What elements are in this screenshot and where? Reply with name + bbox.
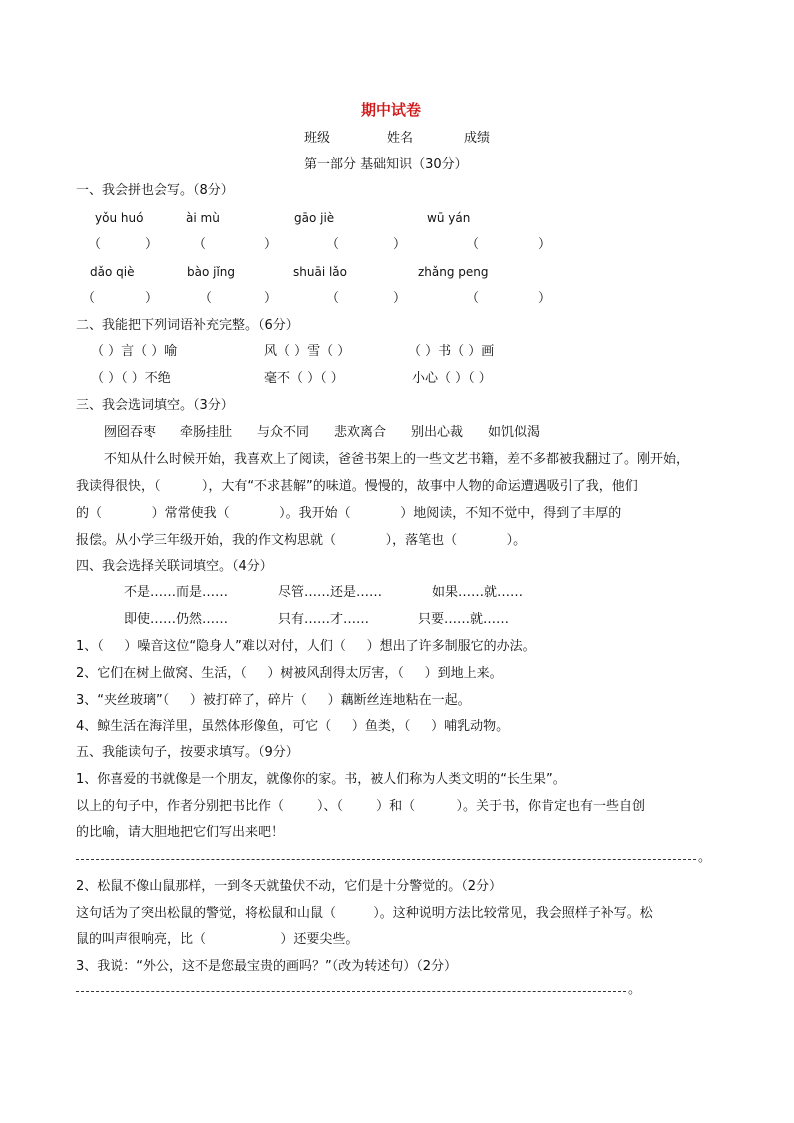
question-line: 3、我说：“外公，这不是您最宝贵的画吗？”（改为转述句）（2分） [76, 959, 458, 974]
pinyin-8: zhǎng peng [418, 265, 489, 279]
conjunction-option: 只有……才…… [278, 612, 370, 627]
word-option: 别出心裁 [411, 425, 464, 440]
pinyin-1: yǒu huó [95, 211, 144, 225]
question-item: 3、“夹丝玻璃”（ ）被打碎了，碎片（ ）藕断丝连地粘在一起。 [76, 693, 471, 708]
word-option: 与众不同 [257, 425, 310, 440]
question-item: 4、鲸生活在海洋里，虽然体形像鱼，可它（ ）鱼类，（ ）哺乳动物。 [76, 719, 510, 734]
score-label: 成绩 [464, 131, 491, 146]
page-title: 期中试卷 [361, 101, 422, 119]
name-label: 姓名 [387, 131, 414, 146]
idiom-blank: 小心（ ）（ ） [412, 371, 492, 386]
answer-blank-open: （ [88, 237, 102, 252]
answer-blank-close: ） [538, 291, 552, 306]
conjunction-option: 不是……而是…… [124, 585, 229, 600]
answer-line-end: 。 [628, 982, 642, 997]
conjunction-option: 即使……仍然…… [124, 612, 229, 627]
answer-blank-close: ） [538, 237, 552, 252]
passage-line: 不知从什么时候开始，我喜欢上了阅读，爸爸书架上的一些文艺书籍，差不多都被我翻过了。刚开始， [104, 452, 690, 467]
answer-blank-close: ） [264, 237, 278, 252]
section-4-heading: 四、我会选择关联词填空。（4分） [76, 559, 273, 574]
answer-blank-close: ） [393, 237, 407, 252]
word-option: 如饥似渴 [488, 425, 541, 440]
question-line: 鼠的叫声很响亮，比（ ）还要尖些。 [76, 932, 359, 947]
answer-blank-close: ） [145, 237, 159, 252]
conjunction-option: 如果……就…… [432, 585, 524, 600]
question-item: 2、它们在树上做窝、生活，（ ）树被风刮得太厉害，（ ）到地上来。 [76, 666, 503, 681]
section-1-heading: 一、我会拼也会写。（8分） [76, 183, 234, 198]
answer-blank-close: ） [145, 291, 159, 306]
pinyin-2: ài mù [186, 211, 220, 225]
answer-blank-open: （ [326, 291, 340, 306]
word-option: 牵肠挂肚 [180, 425, 233, 440]
question-item: 1、（ ）噪音这位“隐身人”难以对付，人们（ ）想出了许多制服它的办法。 [76, 639, 536, 654]
answer-blank-close: ） [393, 291, 407, 306]
answer-line-end: 。 [698, 850, 712, 865]
answer-blank-close: ） [264, 291, 278, 306]
conjunction-option: 只要……就…… [418, 612, 510, 627]
answer-blank-open: （ [466, 237, 480, 252]
question-line: 以上的句子中，作者分别把书比作（ ）、（ ）和（ ）。关于书，你肯定也有一些自创 [76, 799, 645, 814]
answer-line [76, 991, 626, 992]
pinyin-4: wū yán [427, 211, 471, 225]
pinyin-5: dǎo qiè [90, 265, 135, 279]
section-2-heading: 二、我能把下列词语补充完整。（6分） [76, 318, 299, 333]
question-line: 这句话为了突出松鼠的警觉，将松鼠和山鼠（ ）。这种说明方法比较常见，我会照样子补写。松 [76, 906, 653, 921]
answer-blank-open: （ [199, 291, 213, 306]
idiom-blank: 毫不（ ）（ ） [264, 371, 344, 386]
question-line: 1、你喜爱的书就像是一个朋友，就像你的家。书，被人们称为人类文明的“长生果”。 [76, 772, 566, 787]
answer-line [76, 859, 696, 860]
passage-line: 的（ ）常常使我（ ）。我开始（ ）地阅读，不知不觉中，得到了丰厚的 [76, 506, 622, 521]
idiom-blank: （ ）言（ ）喻 [91, 344, 178, 359]
passage-line: 报偿。从小学三年级开始，我的作文构思就（ ），落笔也（ ）。 [76, 533, 527, 548]
passage-line: 我读得很快，（ ），大有“不求甚解”的味道。慢慢的，故事中人物的命运遭遇吸引了我，他们 [76, 479, 638, 494]
conjunction-option: 尽管……还是…… [278, 585, 383, 600]
idiom-blank: 风（ ）雪（ ） [264, 344, 351, 359]
pinyin-7: shuāi lǎo [293, 265, 347, 279]
question-line: 2、松鼠不像山鼠那样，一到冬天就蛰伏不动，它们是十分警觉的。（2分） [76, 879, 503, 894]
answer-blank-open: （ [82, 291, 96, 306]
idiom-blank: （ ）书（ ）画 [408, 344, 495, 359]
question-line: 的比喻，请大胆地把它们写出来吧！ [76, 825, 285, 840]
pinyin-3: gāo jiè [294, 211, 335, 225]
answer-blank-open: （ [193, 237, 207, 252]
word-option: 悲欢离合 [334, 425, 387, 440]
part-one-heading: 第一部分 基础知识（30分） [304, 157, 468, 172]
answer-blank-open: （ [326, 237, 340, 252]
section-5-heading: 五、我能读句子，按要求填写。（9分） [76, 745, 299, 760]
pinyin-6: bào jǐng [187, 265, 236, 279]
idiom-blank: （ ）（ ）不绝 [91, 371, 171, 386]
word-option: 囫囵吞枣 [104, 425, 157, 440]
class-label: 班级 [304, 131, 331, 146]
section-3-heading: 三、我会选词填空。（3分） [76, 398, 234, 413]
answer-blank-open: （ [466, 291, 480, 306]
